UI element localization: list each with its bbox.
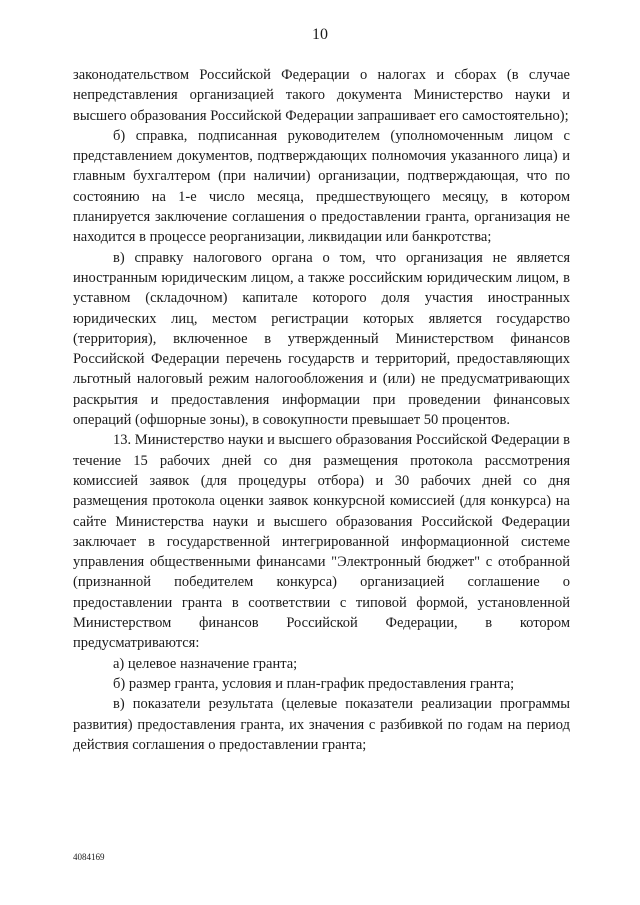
page-number: 10: [312, 26, 328, 43]
paragraph-item-a: а) целевое назначение гранта;: [113, 655, 298, 672]
paragraph-continuation: законодательством Российской Федерации о налогах и сборах (в случае непредставления организацией такого документа Министерство науки и высшего образования Российской Федерации запрашивает его самостоятельно);: [73, 67, 570, 124]
paragraph-section-13: 13. Министерство науки и высшего образования Российской Федерации в течение 15 рабочих дней со дня размещения протокола рассмотрения комиссией заявок (для процедуры отбора) и 30 рабочих дней со дня размещения протокола оценки заявок конкурсной комиссией (для конкурса) на сайте Министерства науки и высшего образования Российской Федерации заключает в государственной интегрированной информационной системе управления общественными финансами "Электронный бюджет" с отобранной (признанной победителем конкурса) организацией соглашение о предоставлении гранта в соответствии с типовой формой, установленной Министерством финансов Российской Федерации, в котором предусматриваются:: [73, 432, 570, 652]
paragraph-item-b-size: б) размер гранта, условия и план-график предоставления гранта;: [113, 675, 515, 692]
paragraph-item-v: в) справку налогового органа о том, что организация не является иностранным юридическим лицом, а также российским юридическим лицом, в уставном (складочном) капитале которого доля участия иностранных юридических лиц, местом регистрации которых является государство (территория), включенное в утвержденный Министерством финансов Российской Федерации перечень государств и территорий, предоставляющих льготный налоговый режим налогообложения и (или) не предусматривающих раскрытия и предоставления информации при проведении финансовых операций (офшорные зоны), в совокупности превышает 50 процентов.: [73, 249, 570, 429]
document-code: 4084169: [73, 852, 105, 862]
paragraph-item-b: б) справка, подписанная руководителем (уполномоченным лицом с представлением документов, подтверждающих полномочия указанного лица) и главным бухгалтером (при наличии) организации, подтверждающая, что по состоянию на 1-е число месяца, предшествующего месяцу, в котором планируется заключение соглашения о предоставлении гранта, организация не находится в процессе реорганизации, ликвидации или банкротства;: [73, 127, 570, 246]
document-body: [73, 65, 570, 755]
paragraph-item-v-indicators: в) показатели результата (целевые показатели реализации программы развития) предоставления гранта, их значения с разбивкой по годам на период действия соглашения о предоставлении гранта;: [73, 696, 570, 753]
